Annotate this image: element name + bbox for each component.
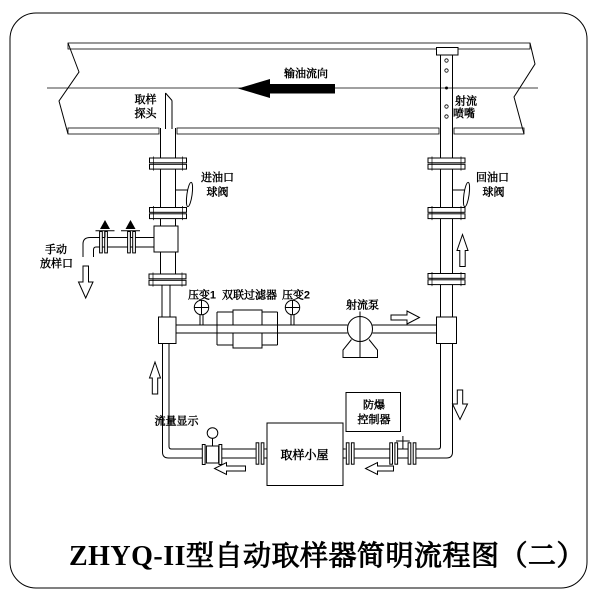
pipe-break-right <box>514 43 535 134</box>
inlet-valve-label-2: 球阀 <box>206 186 229 199</box>
probe-label-1: 取样 <box>134 94 157 106</box>
right-down-pipe <box>416 344 468 459</box>
flange-house-right <box>346 443 354 464</box>
right-arrow-pump-discharge <box>391 311 420 324</box>
manual-port-label-2: 放样口 <box>40 258 73 270</box>
up-arrow-return-pipe <box>457 235 468 267</box>
jet-pump-label: 射流泵 <box>346 299 379 312</box>
filter-element-top <box>233 310 262 325</box>
flange <box>428 157 465 171</box>
tee-manual-branch <box>154 226 178 252</box>
nozzle-label-2: 喷嘴 <box>453 108 475 120</box>
flange-house-left <box>256 443 264 464</box>
filter-line <box>159 288 457 358</box>
manual-port-label-1: 手动 <box>45 244 67 256</box>
diagram-title: ZHYQ-II型自动取样器简明流程图（二） <box>68 541 586 572</box>
flow-direction-label: 输油流向 <box>284 68 328 80</box>
flow-display-label: 流量显示 <box>154 415 199 428</box>
inlet-ball-valve <box>176 182 194 207</box>
pressure-transmitter-2 <box>285 300 299 325</box>
nozzle-holes <box>445 59 448 118</box>
inlet-valve-label-1: 进油口 <box>201 172 234 184</box>
duplex-filter-label: 双联过滤器 <box>222 289 277 302</box>
down-arrow-manual-port <box>79 266 94 298</box>
return-valve-label-2: 球阀 <box>482 186 505 199</box>
pipe-break-left <box>59 43 79 134</box>
bottom-loop <box>155 393 416 486</box>
filter-line-pipe-left <box>176 325 348 333</box>
manual-sampling-branch <box>40 220 154 298</box>
duplex-filter <box>217 310 278 348</box>
flange <box>150 157 187 171</box>
valve-lever <box>462 182 471 207</box>
pt1-label: 压变1 <box>187 289 217 302</box>
flange <box>428 206 465 220</box>
pipe-bottom-wall-left <box>68 128 159 134</box>
left-arrow-house-inlet <box>366 463 394 475</box>
pipe-top-wall <box>68 43 530 49</box>
sampling-probe <box>135 92 173 129</box>
pipe-bottom-wall-right <box>454 128 524 134</box>
up-arrow-left-pipe <box>150 362 161 394</box>
flange <box>150 206 187 220</box>
tee-filter-line <box>159 317 177 344</box>
sampling-house-label: 取样小屋 <box>280 448 329 462</box>
flow-meter <box>202 428 222 465</box>
down-arrow-right-pipe <box>453 390 468 420</box>
return-valve-label-1: 回油口 <box>476 172 509 184</box>
filter-element-bottom <box>233 333 262 348</box>
probe-label-2: 探头 <box>134 108 157 120</box>
flange <box>128 232 136 253</box>
flange <box>149 273 186 287</box>
nozzle-cap <box>437 48 459 56</box>
controller-label-2: 控制器 <box>357 414 391 426</box>
flow-meter-body <box>206 446 218 463</box>
tee-return-line <box>437 317 457 344</box>
controller-label-1: 防爆 <box>363 399 385 412</box>
pipe-bottom-wall-mid <box>177 128 439 134</box>
flange <box>428 272 465 286</box>
main-oil-pipe <box>47 43 538 134</box>
filter-line-pipe-right <box>372 325 436 333</box>
plug-valve-1 <box>96 220 115 238</box>
nozzle-label-1: 射流 <box>455 95 477 108</box>
valve-lever <box>185 182 194 207</box>
return-ball-valve <box>453 182 471 207</box>
pressure-transmitter-1 <box>194 300 208 325</box>
pt2-label: 压变2 <box>281 289 311 302</box>
jet-pump <box>343 312 378 358</box>
flow-direction-arrow <box>238 79 335 98</box>
plug-valve-2 <box>121 220 140 238</box>
left-down-pipe <box>150 344 205 459</box>
flow-display-head <box>207 428 218 439</box>
flange <box>100 232 108 253</box>
branch-pipe <box>83 238 154 258</box>
bottom-valve <box>390 436 416 464</box>
